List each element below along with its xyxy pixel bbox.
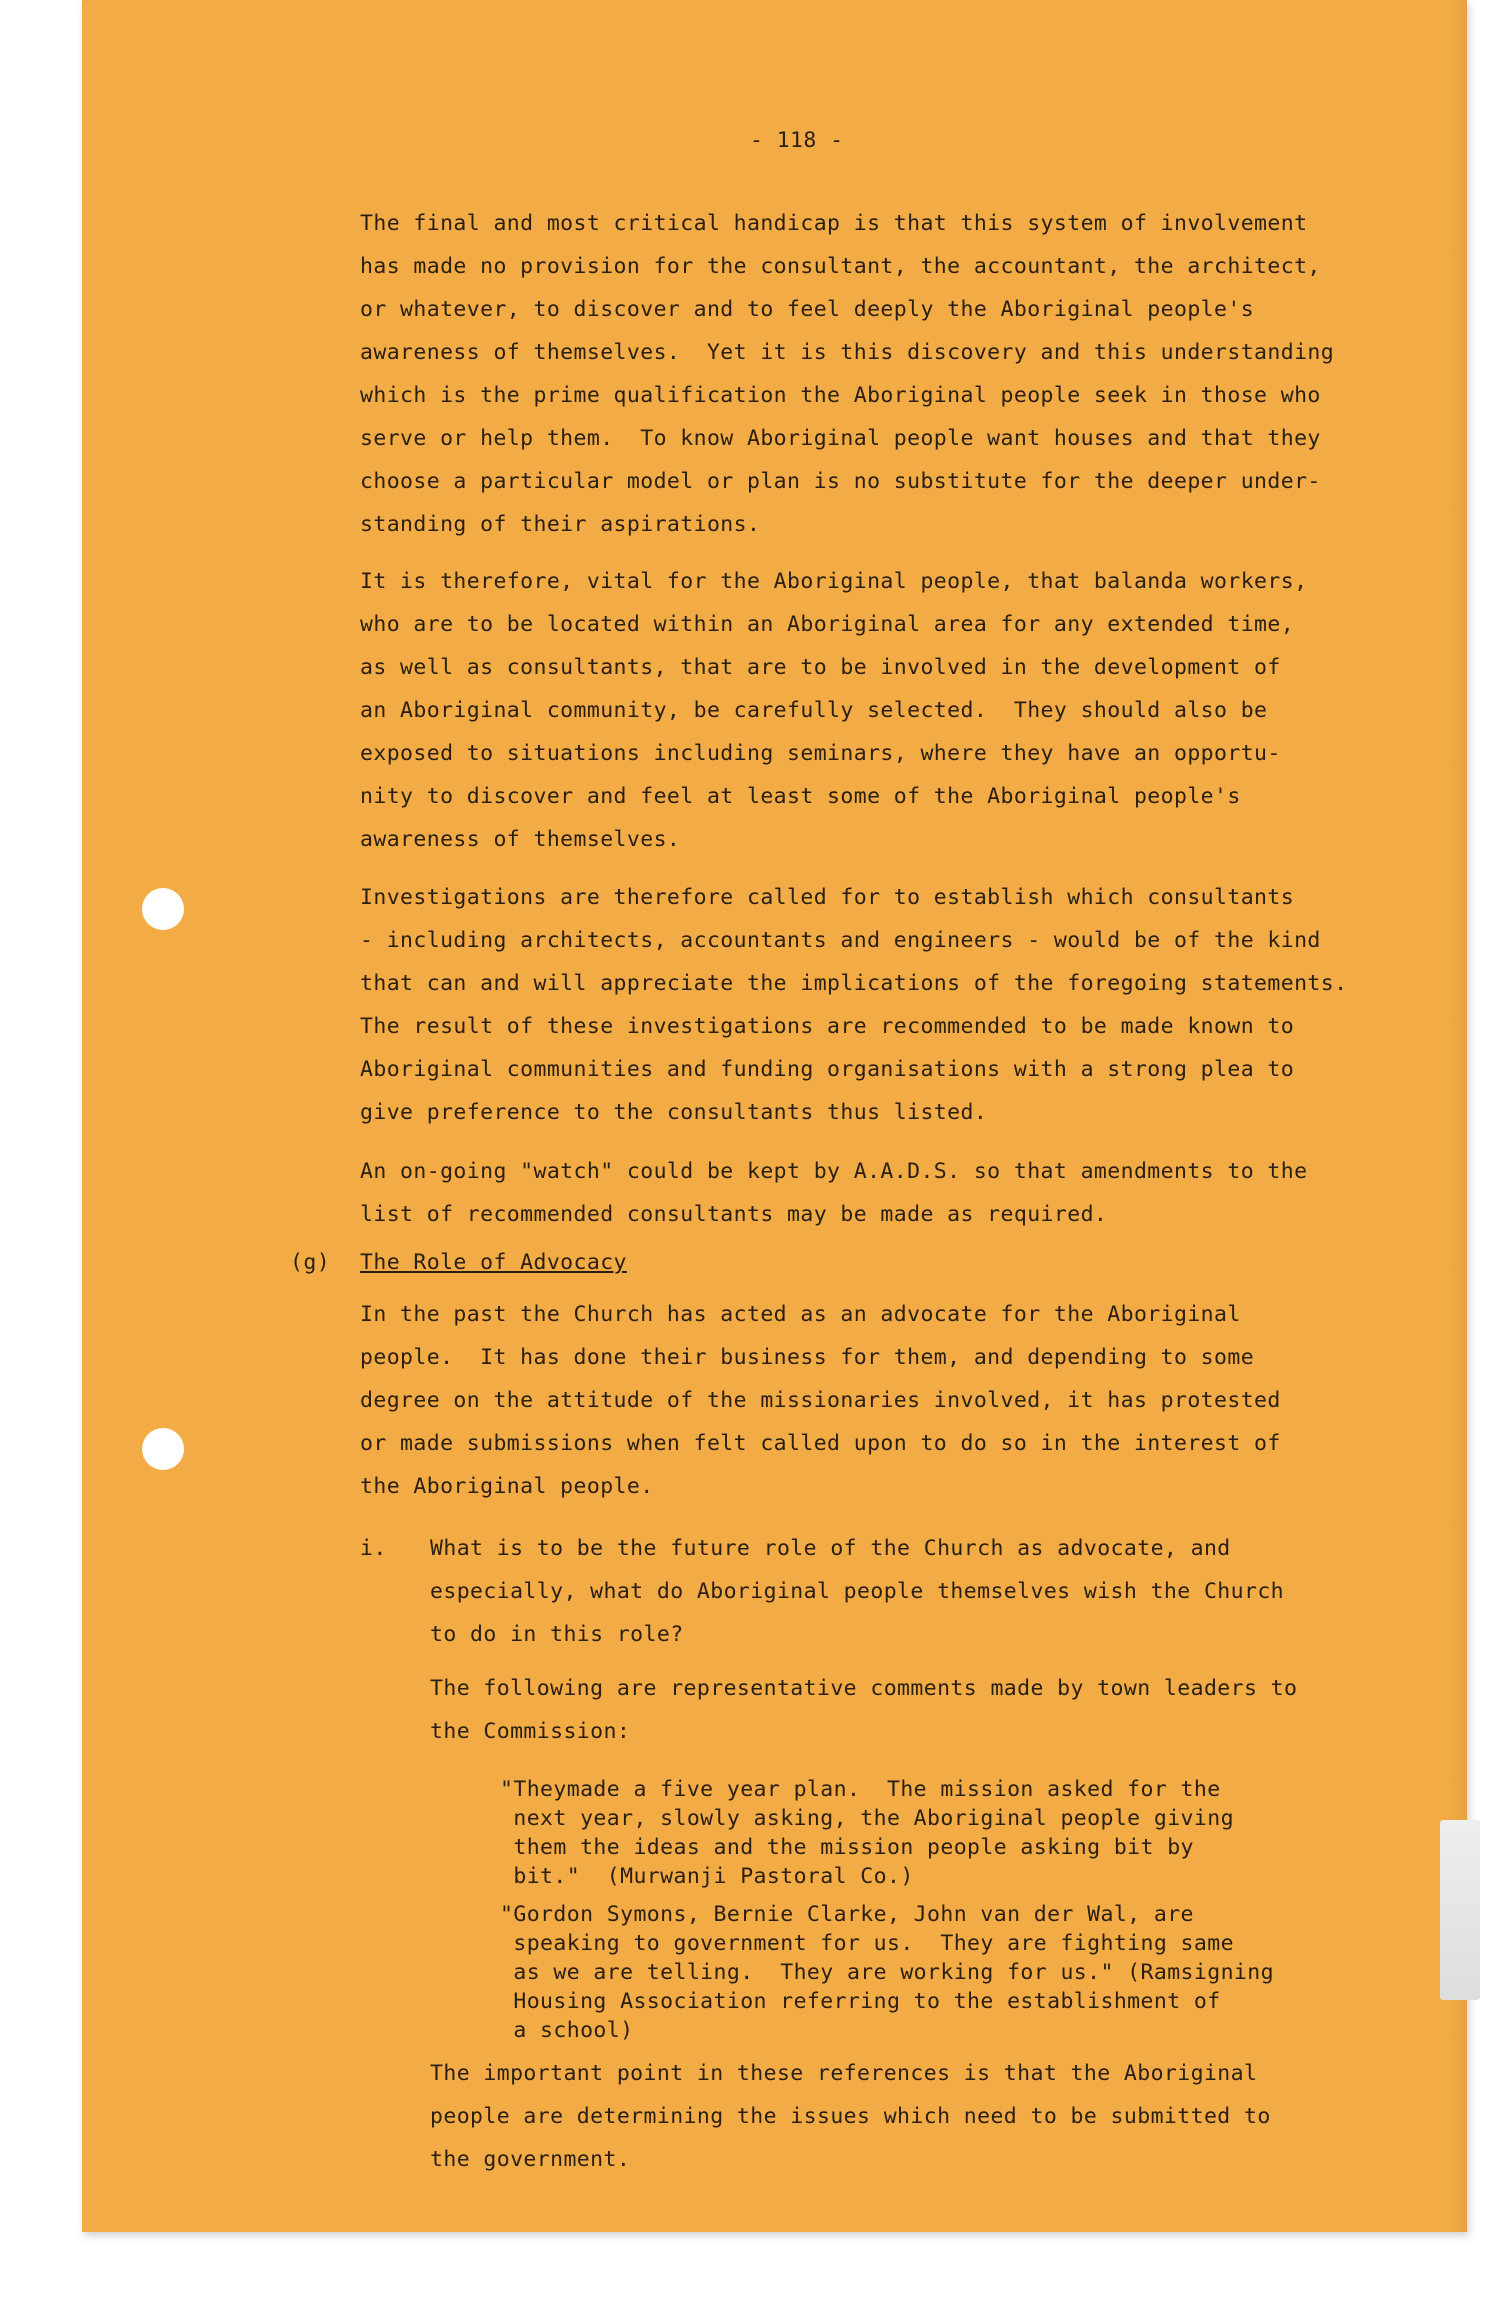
text-line: degree on the attitude of the missionaries involved, it has protested	[360, 1388, 1281, 1413]
quote-ramsigning	[500, 1900, 1486, 2045]
quote-line: Housing Association referring to the establishment of	[500, 1989, 1221, 2014]
quote-murwanji	[500, 1775, 1486, 1891]
text-line: an Aboriginal community, be carefully selected. They should also be	[360, 698, 1268, 723]
quote-line: next year, slowly asking, the Aboriginal people giving	[500, 1806, 1234, 1831]
text-line: The following are representative comments made by town leaders to	[430, 1676, 1298, 1701]
paragraph-final-handicap	[360, 202, 1410, 546]
text-line: exposed to situations including seminars, where they have an opportu-	[360, 741, 1281, 766]
text-line: Investigations are therefore called for to establish which consultants	[360, 885, 1295, 910]
item-lead-in	[430, 1667, 1480, 1753]
quote-line: a school)	[500, 2018, 634, 2043]
quote-line: as we are telling. They are working for us." (Ramsigning	[500, 1960, 1274, 1985]
text-line: standing of their aspirations.	[360, 512, 761, 537]
quote-line: "Gordon Symons, Bernie Clarke, John van der Wal, are	[500, 1902, 1194, 1927]
text-line: as well as consultants, that are to be involved in the development of	[360, 655, 1281, 680]
punch-hole-top	[142, 888, 184, 930]
paragraph-balanda-workers	[360, 560, 1410, 861]
text-line: to do in this role?	[430, 1622, 684, 1647]
quote-line: speaking to government for us. They are fighting same	[500, 1931, 1234, 1956]
text-line: who are to be located within an Aboriginal area for any extended time,	[360, 612, 1295, 637]
item-number: i.	[360, 1536, 387, 1561]
text-line: The result of these investigations are recommended to be made known to	[360, 1014, 1295, 1039]
text-line: the Commission:	[430, 1719, 631, 1744]
text-line: has made no provision for the consultant, the accountant, the architect,	[360, 254, 1321, 279]
paragraph-ongoing-watch	[360, 1150, 1410, 1236]
paragraph-investigations	[360, 876, 1410, 1134]
text-line: In the past the Church has acted as an advocate for the Aboriginal	[360, 1302, 1241, 1327]
text-line: awareness of themselves.	[360, 827, 681, 852]
text-line: people are determining the issues which need to be submitted to	[430, 2104, 1271, 2129]
item-conclusion	[430, 2052, 1480, 2181]
text-line: What is to be the future role of the Church as advocate, and	[430, 1536, 1231, 1561]
section-title: The Role of Advocacy	[360, 1250, 627, 1275]
quote-line: bit." (Murwanji Pastoral Co.)	[500, 1864, 914, 1889]
quote-line: "Theymade a five year plan. The mission asked for the	[500, 1777, 1221, 1802]
text-line: that can and will appreciate the implications of the foregoing statements.	[360, 971, 1348, 996]
punch-hole-bottom	[142, 1428, 184, 1470]
text-line: An on-going "watch" could be kept by A.A.D.S. so that amendments to the	[360, 1159, 1308, 1184]
page-number: - 118 -	[750, 128, 844, 153]
text-line: people. It has done their business for them, and depending to some	[360, 1345, 1255, 1370]
text-line: serve or help them. To know Aboriginal people want houses and that they	[360, 426, 1321, 451]
text-line: the Aboriginal people.	[360, 1474, 654, 1499]
section-label: (g)	[290, 1250, 331, 1275]
text-line: or made submissions when felt called upon to do so in the interest of	[360, 1431, 1281, 1456]
text-line: It is therefore, vital for the Aboriginal people, that balanda workers,	[360, 569, 1308, 594]
paragraph-church-advocate	[360, 1293, 1410, 1508]
text-line: nity to discover and feel at least some of the Aboriginal people's	[360, 784, 1241, 809]
text-line: choose a particular model or plan is no substitute for the deeper under-	[360, 469, 1321, 494]
quote-line: them the ideas and the mission people asking bit by	[500, 1835, 1194, 1860]
item-question	[430, 1527, 1480, 1656]
text-line: - including architects, accountants and engineers - would be of the kind	[360, 928, 1321, 953]
text-line: especially, what do Aboriginal people themselves wish the Church	[430, 1579, 1285, 1604]
section-heading-advocacy	[290, 1250, 627, 1275]
text-line: The final and most critical handicap is that this system of involvement	[360, 211, 1308, 236]
text-line: The important point in these references is that the Aboriginal	[430, 2061, 1258, 2086]
text-line: which is the prime qualification the Aboriginal people seek in those who	[360, 383, 1321, 408]
text-line: the government.	[430, 2147, 631, 2172]
text-line: give preference to the consultants thus listed.	[360, 1100, 988, 1125]
text-line: or whatever, to discover and to feel deeply the Aboriginal people's	[360, 297, 1255, 322]
text-line: list of recommended consultants may be made as required.	[360, 1202, 1108, 1227]
text-line: Aboriginal communities and funding organisations with a strong plea to	[360, 1057, 1295, 1082]
text-line: awareness of themselves. Yet it is this discovery and this understanding	[360, 340, 1335, 365]
